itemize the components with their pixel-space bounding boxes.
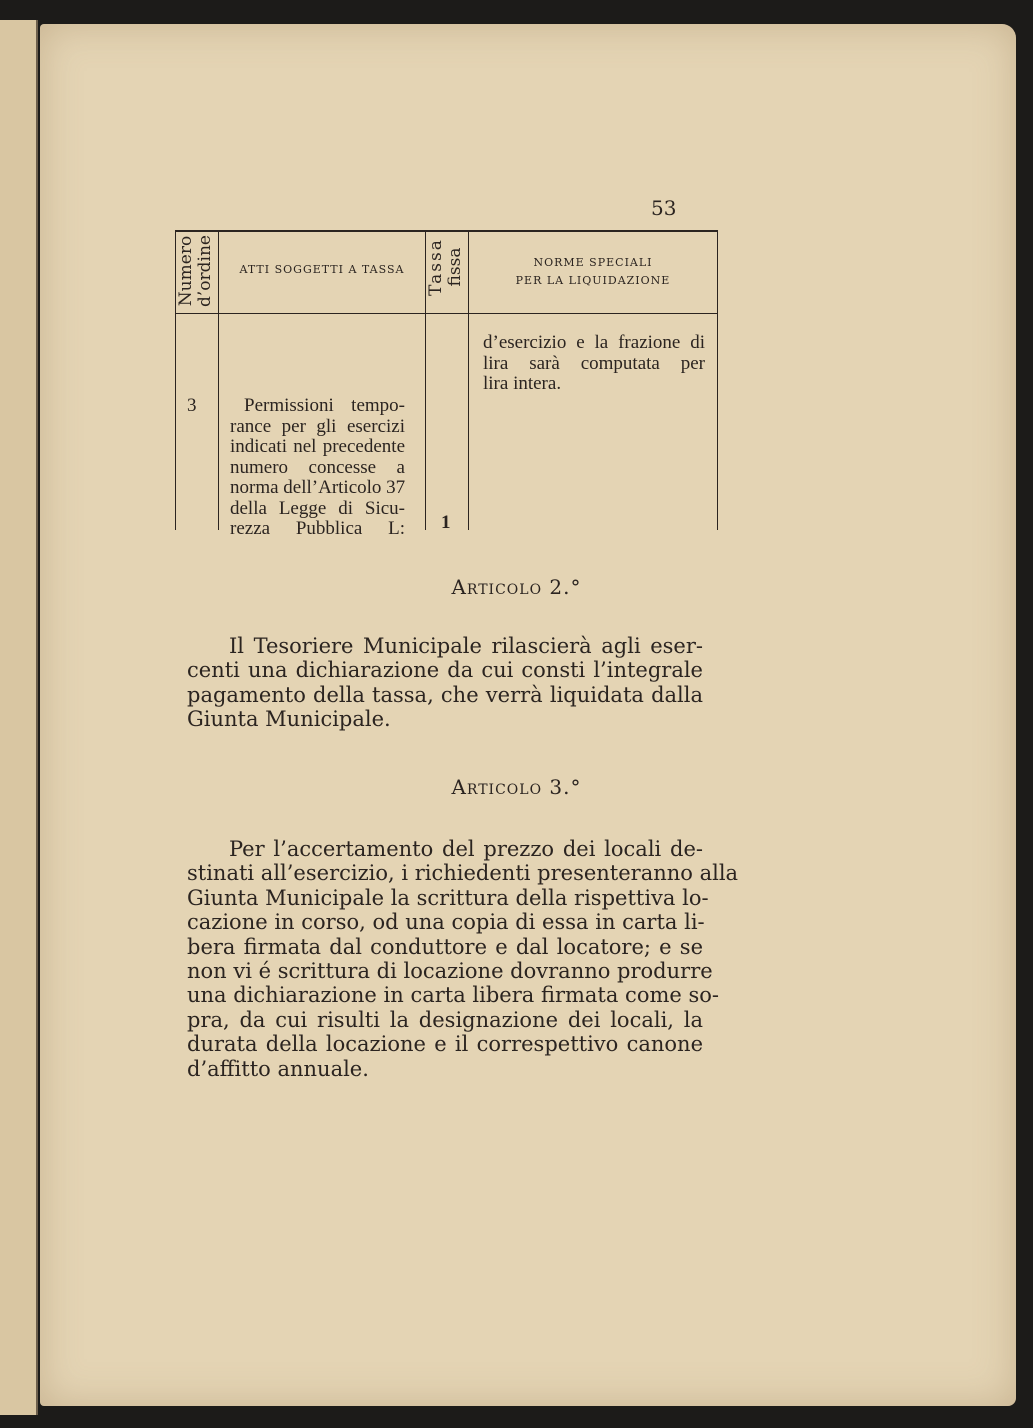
row-number: 3 bbox=[187, 395, 197, 416]
facing-page-edge bbox=[0, 20, 38, 1415]
row-atti: Permissioni tempo- rance per gli esercizi indicati nel precedente numero concesse a norma dell’Articolo 37 della Legge di Sicu- rezza Pubblica L: bbox=[230, 395, 406, 539]
articolo-3-title: Articolo 3.° bbox=[451, 775, 582, 799]
column-rule bbox=[717, 232, 718, 530]
row-tassa: 1 bbox=[441, 512, 451, 533]
tax-table bbox=[175, 230, 718, 539]
header-norme: NORME SPECIALI PER LA LIQUIDAZIONE bbox=[515, 256, 671, 287]
header-tassa-fissa: Tassa fissa bbox=[426, 238, 465, 296]
articolo-3-text: Per l’accertamento del prezzo dei locali de- stinati all’esercizio, i richiedenti presenteranno alla Giunta Municipale la scrittura della rispettiva lo- cazione in corso, od una copia di essa in carta li- bera firmata dal conduttore e dal locatore; e se non vi é scrittura di locazione dovranno produrre una dichiarazione in carta libera firmata come so- pra, da cui risulti la designazione dei locali, la durata della locazione e il correspettivo canone d’affitto annuale. bbox=[187, 837, 739, 1081]
header-rule bbox=[175, 313, 718, 314]
header-numero-ordine: Numero d’ordine bbox=[176, 235, 215, 307]
articolo-2-text: Il Tesoriere Municipale rilascierà agli eser- centi una dichiarazione da cui consti l’integrale pagamento della tassa, che verrà liquidata dalla Giunta Municipale. bbox=[187, 634, 703, 732]
row-norme: d’esercizio e la frazione di lira sarà computata per lira intera. bbox=[483, 332, 705, 394]
page-number: 53 bbox=[651, 196, 677, 220]
articolo-2-title: Articolo 2.° bbox=[451, 575, 582, 599]
header-atti: ATTI SOGGETTI A TASSA bbox=[239, 263, 405, 276]
column-rule bbox=[218, 232, 219, 530]
